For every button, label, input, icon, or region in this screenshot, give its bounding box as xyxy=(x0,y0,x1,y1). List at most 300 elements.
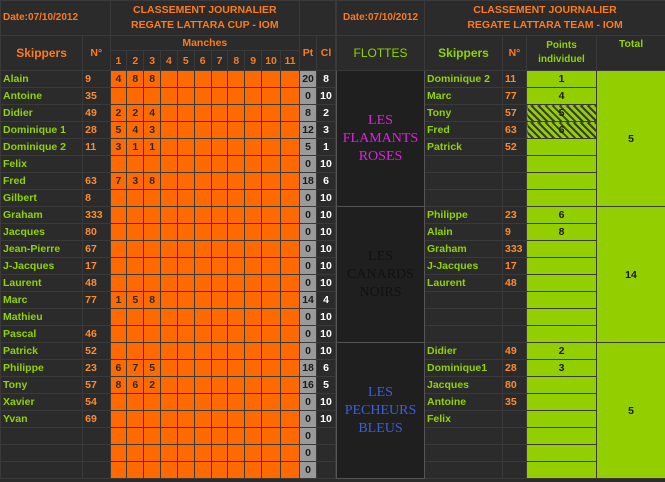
manche-score: 8 xyxy=(127,71,144,88)
manche-score xyxy=(144,275,161,292)
manche-score: 4 xyxy=(110,71,127,88)
manche-score xyxy=(211,326,228,343)
classement: 4 xyxy=(316,292,335,309)
manche-score: 2 xyxy=(110,105,127,122)
individual-points xyxy=(527,377,597,394)
points-total: 0 xyxy=(300,224,317,241)
manche-score xyxy=(245,122,262,139)
manche-score xyxy=(211,428,228,445)
skipper-number: 35 xyxy=(83,88,110,105)
manche-score xyxy=(281,207,300,224)
manche-score xyxy=(161,377,178,394)
individual-points xyxy=(527,241,597,258)
team-skipper-number xyxy=(503,292,527,309)
manche-score xyxy=(127,445,144,462)
individual-points xyxy=(527,173,597,190)
individual-points: 4 xyxy=(527,88,597,105)
skipper-number: 23 xyxy=(83,360,110,377)
skipper-row xyxy=(1,445,336,462)
team-skipper-number xyxy=(503,309,527,326)
manche-score xyxy=(211,411,228,428)
skipper-name: Dominique 2 xyxy=(1,139,83,156)
manche-score xyxy=(281,394,300,411)
team-name: LES FLAMANTS ROSES xyxy=(337,71,425,207)
manche-score xyxy=(281,377,300,394)
skipper-number: 28 xyxy=(83,122,110,139)
classement: 10 xyxy=(316,207,335,224)
team-skipper-number xyxy=(503,411,527,428)
manche-score xyxy=(262,224,281,241)
manche-score xyxy=(161,428,178,445)
manche-score: 1 xyxy=(144,139,161,156)
skipper-name: Laurent xyxy=(1,275,83,292)
manche-score xyxy=(211,394,228,411)
individual-points: 6 xyxy=(527,122,597,139)
manche-score xyxy=(211,292,228,309)
manche-score xyxy=(245,190,262,207)
manche-score: 2 xyxy=(144,377,161,394)
manche-score xyxy=(281,122,300,139)
manche-score xyxy=(144,224,161,241)
manche-score xyxy=(211,190,228,207)
points-total: 16 xyxy=(300,377,317,394)
manche-score xyxy=(262,326,281,343)
manche-score xyxy=(144,326,161,343)
points-total: 0 xyxy=(300,88,317,105)
skipper-number xyxy=(83,462,110,479)
manche-score xyxy=(144,156,161,173)
manche-score xyxy=(144,411,161,428)
individual-points xyxy=(527,309,597,326)
manche-score xyxy=(245,445,262,462)
manche-number: 7 xyxy=(211,51,228,71)
manche-score xyxy=(194,343,211,360)
team-skipper-number: 23 xyxy=(503,207,527,224)
team-skipper-name: Patrick xyxy=(425,139,503,156)
manche-score xyxy=(177,105,194,122)
team-skipper-name xyxy=(425,428,503,445)
manche-score xyxy=(262,156,281,173)
skipper-name: Patrick xyxy=(1,343,83,360)
classement: 6 xyxy=(316,173,335,190)
manche-score xyxy=(177,241,194,258)
manche-score: 3 xyxy=(127,173,144,190)
manche-score xyxy=(144,190,161,207)
skipper-name: Tony xyxy=(1,377,83,394)
manche-score xyxy=(161,88,178,105)
manche-score xyxy=(211,71,228,88)
team-skipper-number xyxy=(503,445,527,462)
skipper-name: Jean-Pierre xyxy=(1,241,83,258)
individual-points xyxy=(527,445,597,462)
manche-score xyxy=(281,309,300,326)
manche-score xyxy=(177,360,194,377)
skipper-name xyxy=(1,462,83,479)
team-skipper-number xyxy=(503,462,527,479)
skipper-number: 11 xyxy=(83,139,110,156)
skipper-number xyxy=(83,428,110,445)
manche-score xyxy=(211,173,228,190)
manche-score xyxy=(211,377,228,394)
team-skipper-name xyxy=(425,292,503,309)
skipper-row xyxy=(1,190,336,207)
individual-points xyxy=(527,156,597,173)
skipper-name xyxy=(1,428,83,445)
team-skipper-name xyxy=(425,309,503,326)
manche-score xyxy=(262,360,281,377)
manche-score xyxy=(110,241,127,258)
team-skipper-number: 63 xyxy=(503,122,527,139)
manche-score xyxy=(281,360,300,377)
points-total: 8 xyxy=(300,105,317,122)
skipper-number: 17 xyxy=(83,258,110,275)
skipper-name: Mathieu xyxy=(1,309,83,326)
manche-score xyxy=(228,394,245,411)
individual-points xyxy=(527,411,597,428)
manche-score xyxy=(177,207,194,224)
team-skipper-number: 11 xyxy=(503,71,527,88)
points-total: 0 xyxy=(300,309,317,326)
classement: 8 xyxy=(316,71,335,88)
manche-score xyxy=(177,88,194,105)
manche-score xyxy=(110,156,127,173)
individual-points xyxy=(527,462,597,479)
manche-score: 8 xyxy=(144,173,161,190)
manche-score xyxy=(194,411,211,428)
right-col-total: Total xyxy=(597,36,665,71)
points-total: 0 xyxy=(300,241,317,258)
manche-score xyxy=(211,88,228,105)
skipper-number xyxy=(83,156,110,173)
manche-score xyxy=(194,190,211,207)
manche-score xyxy=(262,292,281,309)
left-col-pt: Pt xyxy=(300,36,317,71)
manche-score xyxy=(211,241,228,258)
skipper-name: Pascal xyxy=(1,326,83,343)
team-skipper-number: 49 xyxy=(503,343,527,360)
manche-score xyxy=(281,241,300,258)
manche-score xyxy=(177,71,194,88)
classement: 10 xyxy=(316,309,335,326)
manche-score xyxy=(211,343,228,360)
individual-points xyxy=(527,394,597,411)
skipper-name: Yvan xyxy=(1,411,83,428)
skipper-row xyxy=(1,275,336,292)
manche-score xyxy=(144,88,161,105)
manche-score xyxy=(110,445,127,462)
manche-score xyxy=(211,224,228,241)
individual-points xyxy=(527,428,597,445)
manche-score xyxy=(194,173,211,190)
skipper-number: 8 xyxy=(83,190,110,207)
classement: 10 xyxy=(316,411,335,428)
individual-points: 5 xyxy=(527,105,597,122)
manche-score xyxy=(281,428,300,445)
manche-score xyxy=(211,258,228,275)
team-total: 5 xyxy=(597,71,665,207)
manche-score xyxy=(228,224,245,241)
classement: 5 xyxy=(316,377,335,394)
points-total: 0 xyxy=(300,411,317,428)
classement: 10 xyxy=(316,224,335,241)
skipper-number: 52 xyxy=(83,343,110,360)
team-skipper-name: Marc xyxy=(425,88,503,105)
manche-score xyxy=(228,71,245,88)
manche-score xyxy=(194,207,211,224)
manche-score xyxy=(228,445,245,462)
manche-score xyxy=(245,428,262,445)
left-title xyxy=(110,1,300,36)
manche-score xyxy=(245,377,262,394)
skipper-row xyxy=(1,292,336,309)
manche-score: 8 xyxy=(144,71,161,88)
points-total: 0 xyxy=(300,326,317,343)
manche-score xyxy=(110,207,127,224)
team-name: LES CANARDS NOIRS xyxy=(337,207,425,343)
manche-score xyxy=(262,173,281,190)
manche-score xyxy=(194,71,211,88)
team-name: LES PECHEURS BLEUS xyxy=(337,343,425,479)
manche-score xyxy=(262,258,281,275)
team-skipper-number xyxy=(503,173,527,190)
manche-score: 2 xyxy=(127,105,144,122)
manche-score xyxy=(228,105,245,122)
manche-score xyxy=(262,275,281,292)
skipper-row xyxy=(1,241,336,258)
manche-score xyxy=(245,258,262,275)
skipper-row xyxy=(1,377,336,394)
manche-score xyxy=(281,71,300,88)
manche-score xyxy=(177,139,194,156)
manche-score xyxy=(110,275,127,292)
points-total: 0 xyxy=(300,445,317,462)
manche-score xyxy=(161,445,178,462)
team-member-row xyxy=(337,343,665,360)
points-total: 12 xyxy=(300,122,317,139)
skipper-name: Fred xyxy=(1,173,83,190)
skipper-row xyxy=(1,156,336,173)
team-skipper-number: 28 xyxy=(503,360,527,377)
skipper-row xyxy=(1,207,336,224)
manche-score: 8 xyxy=(144,292,161,309)
manche-score xyxy=(161,139,178,156)
manche-score xyxy=(228,122,245,139)
manche-score xyxy=(110,224,127,241)
individual-points: 8 xyxy=(527,224,597,241)
manche-score xyxy=(245,139,262,156)
manche-score xyxy=(281,411,300,428)
manche-score: 7 xyxy=(127,360,144,377)
manche-score xyxy=(194,394,211,411)
team-skipper-number: 80 xyxy=(503,377,527,394)
manche-score xyxy=(161,326,178,343)
manche-score: 1 xyxy=(110,292,127,309)
team-skipper-number xyxy=(503,428,527,445)
right-col-num: N° xyxy=(503,36,527,71)
classement xyxy=(316,428,335,445)
manche-score xyxy=(161,156,178,173)
manche-score xyxy=(177,377,194,394)
team-skipper-number: 77 xyxy=(503,88,527,105)
skipper-name: Antoine xyxy=(1,88,83,105)
classement: 2 xyxy=(316,105,335,122)
skipper-number: 9 xyxy=(83,71,110,88)
right-title-line2: REGATE LATTARA TEAM - IOM xyxy=(467,19,623,31)
manche-score xyxy=(194,309,211,326)
manche-score xyxy=(110,343,127,360)
manche-score xyxy=(194,292,211,309)
manche-score xyxy=(281,275,300,292)
manche-score xyxy=(245,241,262,258)
points-total: 0 xyxy=(300,190,317,207)
team-skipper-name xyxy=(425,156,503,173)
manche-score xyxy=(281,326,300,343)
points-total: 0 xyxy=(300,462,317,479)
individual-points xyxy=(527,139,597,156)
manche-score: 5 xyxy=(127,292,144,309)
team-skipper-name: Laurent xyxy=(425,275,503,292)
team-member-row xyxy=(337,207,665,224)
manche-score xyxy=(194,377,211,394)
manche-score xyxy=(194,224,211,241)
points-total: 5 xyxy=(300,139,317,156)
manche-score xyxy=(144,207,161,224)
points-total: 18 xyxy=(300,360,317,377)
individual-points xyxy=(527,275,597,292)
manche-score xyxy=(194,139,211,156)
manche-score xyxy=(228,360,245,377)
individual-points: 2 xyxy=(527,343,597,360)
skipper-name: Gilbert xyxy=(1,190,83,207)
manche-score xyxy=(281,445,300,462)
manche-score xyxy=(281,462,300,479)
right-title xyxy=(425,1,665,36)
right-col-skippers: Skippers xyxy=(425,36,503,71)
manche-score xyxy=(144,445,161,462)
skipper-row xyxy=(1,411,336,428)
skipper-name xyxy=(1,445,83,462)
manche-score xyxy=(228,309,245,326)
manche-score xyxy=(127,275,144,292)
team-skipper-number: 35 xyxy=(503,394,527,411)
manche-score xyxy=(262,445,281,462)
manche-score: 3 xyxy=(110,139,127,156)
manche-number: 5 xyxy=(177,51,194,71)
manche-score xyxy=(228,411,245,428)
manche-score xyxy=(110,326,127,343)
manche-score xyxy=(110,88,127,105)
manche-score xyxy=(245,326,262,343)
classement: 10 xyxy=(316,275,335,292)
manche-number: 9 xyxy=(245,51,262,71)
manche-score xyxy=(194,445,211,462)
manche-score xyxy=(194,122,211,139)
team-skipper-number xyxy=(503,156,527,173)
skipper-number: 63 xyxy=(83,173,110,190)
manche-score xyxy=(161,122,178,139)
manche-score xyxy=(194,360,211,377)
manche-score xyxy=(262,105,281,122)
manche-score xyxy=(245,105,262,122)
team-skipper-name: Dominique 2 xyxy=(425,71,503,88)
classement: 10 xyxy=(316,190,335,207)
manche-score xyxy=(161,343,178,360)
team-total: 14 xyxy=(597,207,665,343)
manche-number: 3 xyxy=(144,51,161,71)
skipper-row xyxy=(1,224,336,241)
manche-score xyxy=(194,258,211,275)
manche-score xyxy=(211,207,228,224)
skipper-name: Xavier xyxy=(1,394,83,411)
manche-score: 1 xyxy=(127,139,144,156)
manche-score xyxy=(262,377,281,394)
points-total: 0 xyxy=(300,258,317,275)
points-total: 0 xyxy=(300,428,317,445)
classement: 10 xyxy=(316,156,335,173)
manche-score xyxy=(161,190,178,207)
points-total: 0 xyxy=(300,394,317,411)
team-skipper-name: Jacques xyxy=(425,377,503,394)
skipper-number: 80 xyxy=(83,224,110,241)
manche-score xyxy=(211,462,228,479)
team-skipper-name: Felix xyxy=(425,411,503,428)
team-skipper-number: 17 xyxy=(503,258,527,275)
manche-score xyxy=(281,139,300,156)
manche-score xyxy=(245,207,262,224)
manche-score xyxy=(262,71,281,88)
skipper-number xyxy=(83,445,110,462)
manche-score xyxy=(177,428,194,445)
manche-score xyxy=(245,88,262,105)
team-skipper-name xyxy=(425,462,503,479)
manche-score xyxy=(177,394,194,411)
manche-number: 11 xyxy=(281,51,300,71)
manche-score xyxy=(228,428,245,445)
manche-score xyxy=(177,224,194,241)
team-skipper-name: J-Jacques xyxy=(425,258,503,275)
manche-score xyxy=(177,190,194,207)
manche-score xyxy=(281,190,300,207)
manche-score xyxy=(262,190,281,207)
skipper-row xyxy=(1,428,336,445)
manche-score xyxy=(177,445,194,462)
manche-score xyxy=(228,139,245,156)
manche-score xyxy=(144,309,161,326)
team-skipper-number: 9 xyxy=(503,224,527,241)
manche-score xyxy=(161,360,178,377)
manche-score xyxy=(211,275,228,292)
skipper-name: Felix xyxy=(1,156,83,173)
points-total: 18 xyxy=(300,173,317,190)
manche-score xyxy=(281,343,300,360)
team-skipper-name xyxy=(425,445,503,462)
team-skipper-name: Dominique1 xyxy=(425,360,503,377)
manche-score xyxy=(127,207,144,224)
manche-score xyxy=(281,88,300,105)
manche-score xyxy=(228,343,245,360)
manche-score: 5 xyxy=(110,122,127,139)
manche-score xyxy=(194,88,211,105)
team-skipper-number: 48 xyxy=(503,275,527,292)
team-skipper-name: Didier xyxy=(425,343,503,360)
manche-score xyxy=(262,88,281,105)
team-total: 5 xyxy=(597,343,665,479)
skipper-number: 77 xyxy=(83,292,110,309)
manche-score xyxy=(245,462,262,479)
manche-number: 4 xyxy=(161,51,178,71)
skipper-row xyxy=(1,88,336,105)
manche-score xyxy=(127,190,144,207)
